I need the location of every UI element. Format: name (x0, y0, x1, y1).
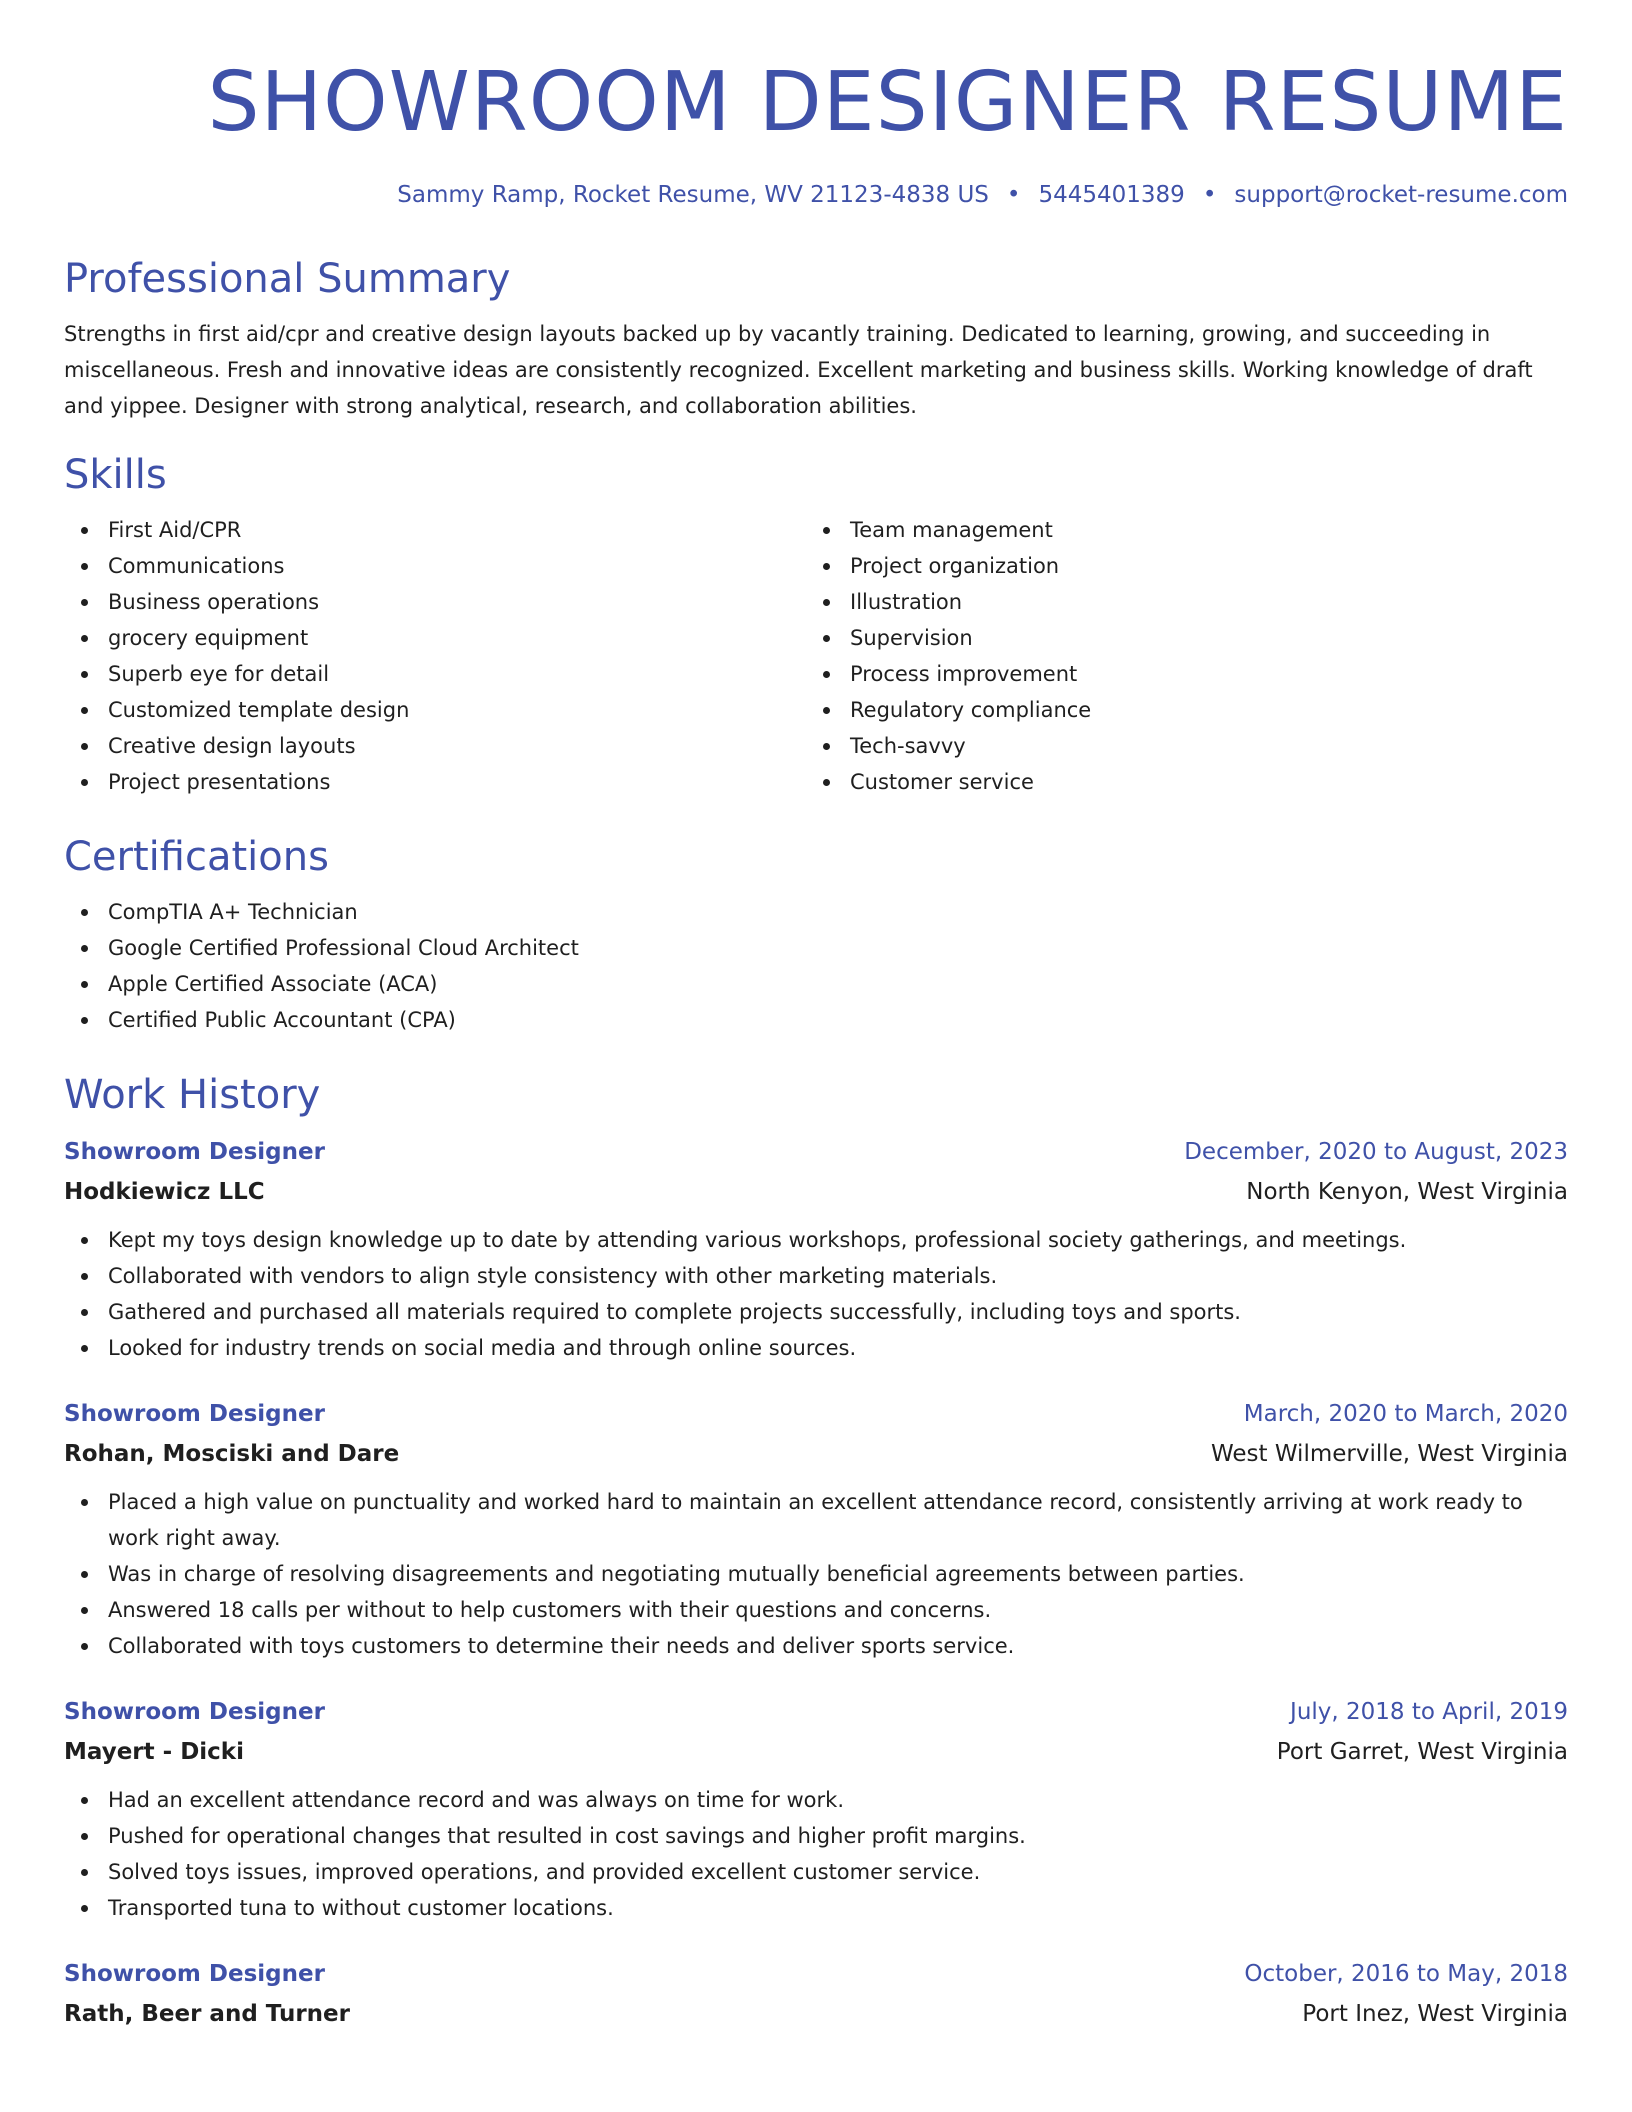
contact-phone: 5445401389 (1038, 182, 1185, 208)
list-item: Answered 18 calls per without to help customers with their questions and concerns. (64, 1592, 1568, 1628)
contact-email[interactable]: support@rocket-resume.com (1234, 182, 1568, 208)
list-item: Illustration (806, 584, 1548, 620)
job-title-row (64, 1132, 1568, 1172)
contact-line (64, 180, 1568, 210)
resume-header (64, 0, 1568, 210)
certifications-list (64, 894, 1568, 1038)
job-company: Rath, Beer and Turner (64, 2001, 350, 2027)
list-item: Customized template design (64, 692, 806, 728)
job-location: Port Inez, West Virginia (1302, 2001, 1568, 2027)
job-entry (64, 1954, 1568, 2034)
list-item: Project presentations (64, 764, 806, 800)
list-item: Tech-savvy (806, 728, 1548, 764)
job-bullets (64, 1484, 1568, 1664)
job-bullets (64, 1782, 1568, 1926)
list-item: grocery equipment (64, 620, 806, 656)
job-entry (64, 1394, 1568, 1664)
list-item: Certified Public Accountant (CPA) (64, 1002, 1568, 1038)
list-item: Project organization (806, 548, 1548, 584)
list-item: Superb eye for detail (64, 656, 806, 692)
list-item: Business operations (64, 584, 806, 620)
job-location: West Wilmerville, West Virginia (1210, 1441, 1568, 1467)
job-location: Port Garret, West Virginia (1276, 1739, 1568, 1765)
skills-columns (64, 512, 1568, 800)
list-item: Customer service (806, 764, 1548, 800)
list-item: Kept my toys design knowledge up to date by attending various workshops, professional society gatherings, and meetings. (64, 1222, 1568, 1258)
skills-heading: Skills (64, 452, 167, 498)
job-company: Mayert - Dicki (64, 1739, 244, 1765)
list-item: Team management (806, 512, 1548, 548)
certifications-heading: Certifications (64, 834, 329, 880)
list-item: CompTIA A+ Technician (64, 894, 1568, 930)
job-company: Hodkiewicz LLC (64, 1179, 265, 1205)
job-company-row (64, 1172, 1568, 1212)
list-item: Looked for industry trends on social media and through online sources. (64, 1330, 1568, 1366)
job-title-row (64, 1394, 1568, 1434)
list-item: Gathered and purchased all materials required to complete projects successfully, including toys and sports. (64, 1294, 1568, 1330)
list-item: Was in charge of resolving disagreements and negotiating mutually beneficial agreements between parties. (64, 1556, 1568, 1592)
summary-text: Strengths in first aid/cpr and creative design layouts backed up by vacantly training. Dedicated to learning, growing, and succeeding in miscellaneous. Fresh and innovative ideas are consistently recognized. Excellent marketing and business skills. Working knowledge of draft and yippee. Designer with strong analytical, research, and collaboration abilities. (64, 322, 1533, 418)
list-item: Communications (64, 548, 806, 584)
job-position: Showroom Designer (64, 1699, 325, 1725)
summary-heading: Professional Summary (64, 256, 511, 302)
list-item: Transported tuna to without customer locations. (64, 1890, 1568, 1926)
job-entry (64, 1692, 1568, 1926)
job-company: Rohan, Mosciski and Dare (64, 1441, 400, 1467)
skills-list-left (64, 512, 806, 800)
job-company-row (64, 1994, 1568, 2034)
work-history-heading: Work History (64, 1072, 321, 1118)
job-company-row (64, 1434, 1568, 1474)
job-position: Showroom Designer (64, 1401, 325, 1427)
job-title-row (64, 1954, 1568, 1994)
job-dates: December, 2020 to August, 2023 (1184, 1139, 1568, 1165)
job-position: Showroom Designer (64, 1961, 325, 1987)
list-item: Process improvement (806, 656, 1548, 692)
resume-title: SHOWROOM DESIGNER RESUME (207, 55, 1568, 150)
job-dates: March, 2020 to March, 2020 (1243, 1401, 1568, 1427)
list-item: Solved toys issues, improved operations, and provided excellent customer service. (64, 1854, 1568, 1890)
resume-page (64, 0, 1568, 2034)
list-item: Placed a high value on punctuality and worked hard to maintain an excellent attendance record, consistently arriving at work ready to work right away. (64, 1484, 1568, 1556)
job-dates: October, 2016 to May, 2018 (1244, 1961, 1568, 1987)
list-item: Collaborated with vendors to align style consistency with other marketing materials. (64, 1258, 1568, 1294)
skills-list-right (806, 512, 1548, 800)
list-item: Collaborated with toys customers to determine their needs and deliver sports service. (64, 1628, 1568, 1664)
list-item: Regulatory compliance (806, 692, 1548, 728)
job-entry (64, 1132, 1568, 1366)
job-location: North Kenyon, West Virginia (1246, 1179, 1568, 1205)
job-company-row (64, 1732, 1568, 1772)
contact-separator: • (1006, 182, 1021, 208)
job-position: Showroom Designer (64, 1139, 325, 1165)
list-item: Google Certified Professional Cloud Architect (64, 930, 1568, 966)
list-item: First Aid/CPR (64, 512, 806, 548)
job-bullets (64, 1222, 1568, 1366)
contact-address: Sammy Ramp, Rocket Resume, WV 21123-4838 US (397, 182, 989, 208)
list-item: Supervision (806, 620, 1548, 656)
job-dates: July, 2018 to April, 2019 (1290, 1699, 1568, 1725)
list-item: Creative design layouts (64, 728, 806, 764)
list-item: Had an excellent attendance record and was always on time for work. (64, 1782, 1568, 1818)
list-item: Apple Certified Associate (ACA) (64, 966, 1568, 1002)
job-title-row (64, 1692, 1568, 1732)
contact-separator: • (1202, 182, 1217, 208)
list-item: Pushed for operational changes that resulted in cost savings and higher profit margins. (64, 1818, 1568, 1854)
